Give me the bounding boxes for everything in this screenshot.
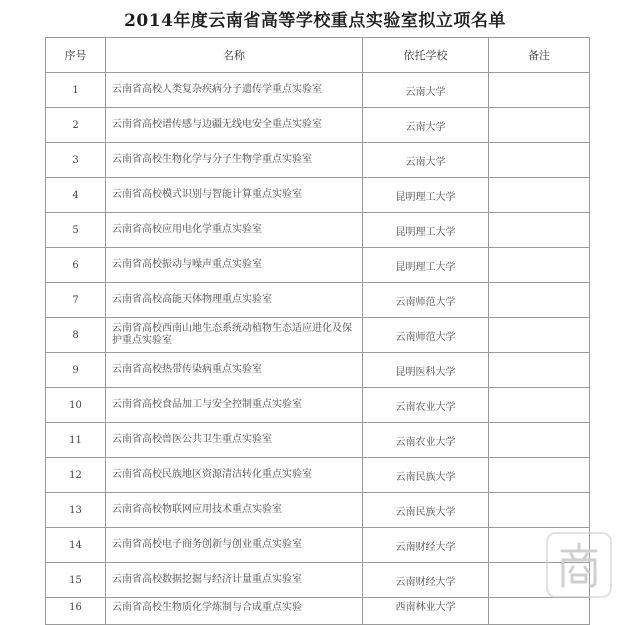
row-name: 云南省高校生物质化学炼制与合成重点实验	[106, 598, 363, 625]
row-note	[489, 318, 590, 353]
table-row	[46, 248, 590, 283]
row-name: 云南省高校兽医公共卫生重点实验室	[106, 423, 363, 458]
row-name: 云南省高校生物化学与分子生物学重点实验室	[106, 143, 363, 178]
row-school: 昆明理工大学	[363, 178, 489, 213]
row-school: 云南财经大学	[363, 528, 489, 563]
table-row	[46, 108, 590, 143]
row-no: 12	[46, 458, 106, 493]
header-no: 序号	[46, 38, 106, 73]
row-note	[489, 178, 590, 213]
table-row	[46, 143, 590, 178]
row-note	[489, 283, 590, 318]
table-row	[46, 213, 590, 248]
row-note	[489, 598, 590, 625]
row-no: 1	[46, 73, 106, 108]
watermark-logo	[546, 532, 612, 598]
table-row	[46, 598, 590, 625]
row-school: 云南农业大学	[363, 388, 489, 423]
row-school: 昆明医科大学	[363, 353, 489, 388]
row-note	[489, 248, 590, 283]
row-name: 云南省高校高能天体物理重点实验室	[106, 283, 363, 318]
row-name: 云南省高校应用电化学重点实验室	[106, 213, 363, 248]
page-title: 2014年度云南省高等学校重点实验室拟立项名单	[124, 11, 506, 31]
table-row	[46, 528, 590, 563]
row-no: 7	[46, 283, 106, 318]
table-row	[46, 283, 590, 318]
row-name: 云南省高校西南山地生态系统动植物生态适应进化及保护重点实验室	[106, 318, 363, 353]
table-row	[46, 73, 590, 108]
table-row	[46, 493, 590, 528]
row-name: 云南省高校电子商务创新与创业重点实验室	[106, 528, 363, 563]
row-school: 昆明理工大学	[363, 213, 489, 248]
row-name: 云南省高校模式识别与智能计算重点实验室	[106, 178, 363, 213]
row-no: 11	[46, 423, 106, 458]
row-no: 3	[46, 143, 106, 178]
row-note	[489, 493, 590, 528]
row-school: 昆明理工大学	[363, 248, 489, 283]
row-note	[489, 143, 590, 178]
row-no: 6	[46, 248, 106, 283]
table-row	[46, 458, 590, 493]
table-row	[46, 388, 590, 423]
row-name: 云南省高校食品加工与安全控制重点实验室	[106, 388, 363, 423]
table-header-row	[46, 38, 590, 73]
row-note	[489, 388, 590, 423]
row-name: 云南省高校谱传感与边疆无线电安全重点实验室	[106, 108, 363, 143]
row-school: 云南财经大学	[363, 563, 489, 598]
row-school: 云南农业大学	[363, 423, 489, 458]
header-name: 名称	[106, 38, 363, 73]
table-row	[46, 178, 590, 213]
row-school: 云南民族大学	[363, 493, 489, 528]
row-name: 云南省高校物联网应用技术重点实验室	[106, 493, 363, 528]
lab-list-table	[45, 37, 590, 625]
row-no: 8	[46, 318, 106, 353]
row-note	[489, 458, 590, 493]
row-no: 16	[46, 598, 106, 625]
row-no: 13	[46, 493, 106, 528]
row-no: 9	[46, 353, 106, 388]
row-school: 云南民族大学	[363, 458, 489, 493]
row-name: 云南省高校民族地区资源清洁转化重点实验室	[106, 458, 363, 493]
table-row	[46, 423, 590, 458]
row-school: 云南大学	[363, 108, 489, 143]
row-school: 云南大学	[363, 143, 489, 178]
row-no: 14	[46, 528, 106, 563]
row-school: 云南大学	[363, 73, 489, 108]
row-note	[489, 73, 590, 108]
row-note	[489, 423, 590, 458]
row-no: 15	[46, 563, 106, 598]
row-school: 云南师范大学	[363, 318, 489, 353]
row-name: 云南省高校热带传染病重点实验室	[106, 353, 363, 388]
shang-logo-icon	[554, 540, 604, 590]
row-no: 5	[46, 213, 106, 248]
header-school: 依托学校	[363, 38, 489, 73]
row-no: 4	[46, 178, 106, 213]
row-note	[489, 213, 590, 248]
row-note	[489, 353, 590, 388]
row-no: 10	[46, 388, 106, 423]
row-name: 云南省高校人类复杂疾病分子遗传学重点实验室	[106, 73, 363, 108]
header-note: 备注	[489, 38, 590, 73]
row-name: 云南省高校数据挖掘与经济计量重点实验室	[106, 563, 363, 598]
row-name: 云南省高校振动与噪声重点实验室	[106, 248, 363, 283]
table-row	[46, 563, 590, 598]
row-note	[489, 108, 590, 143]
row-school: 西南林业大学	[363, 598, 489, 625]
table-row	[46, 353, 590, 388]
row-school: 云南师范大学	[363, 283, 489, 318]
table-row	[46, 318, 590, 353]
row-no: 2	[46, 108, 106, 143]
